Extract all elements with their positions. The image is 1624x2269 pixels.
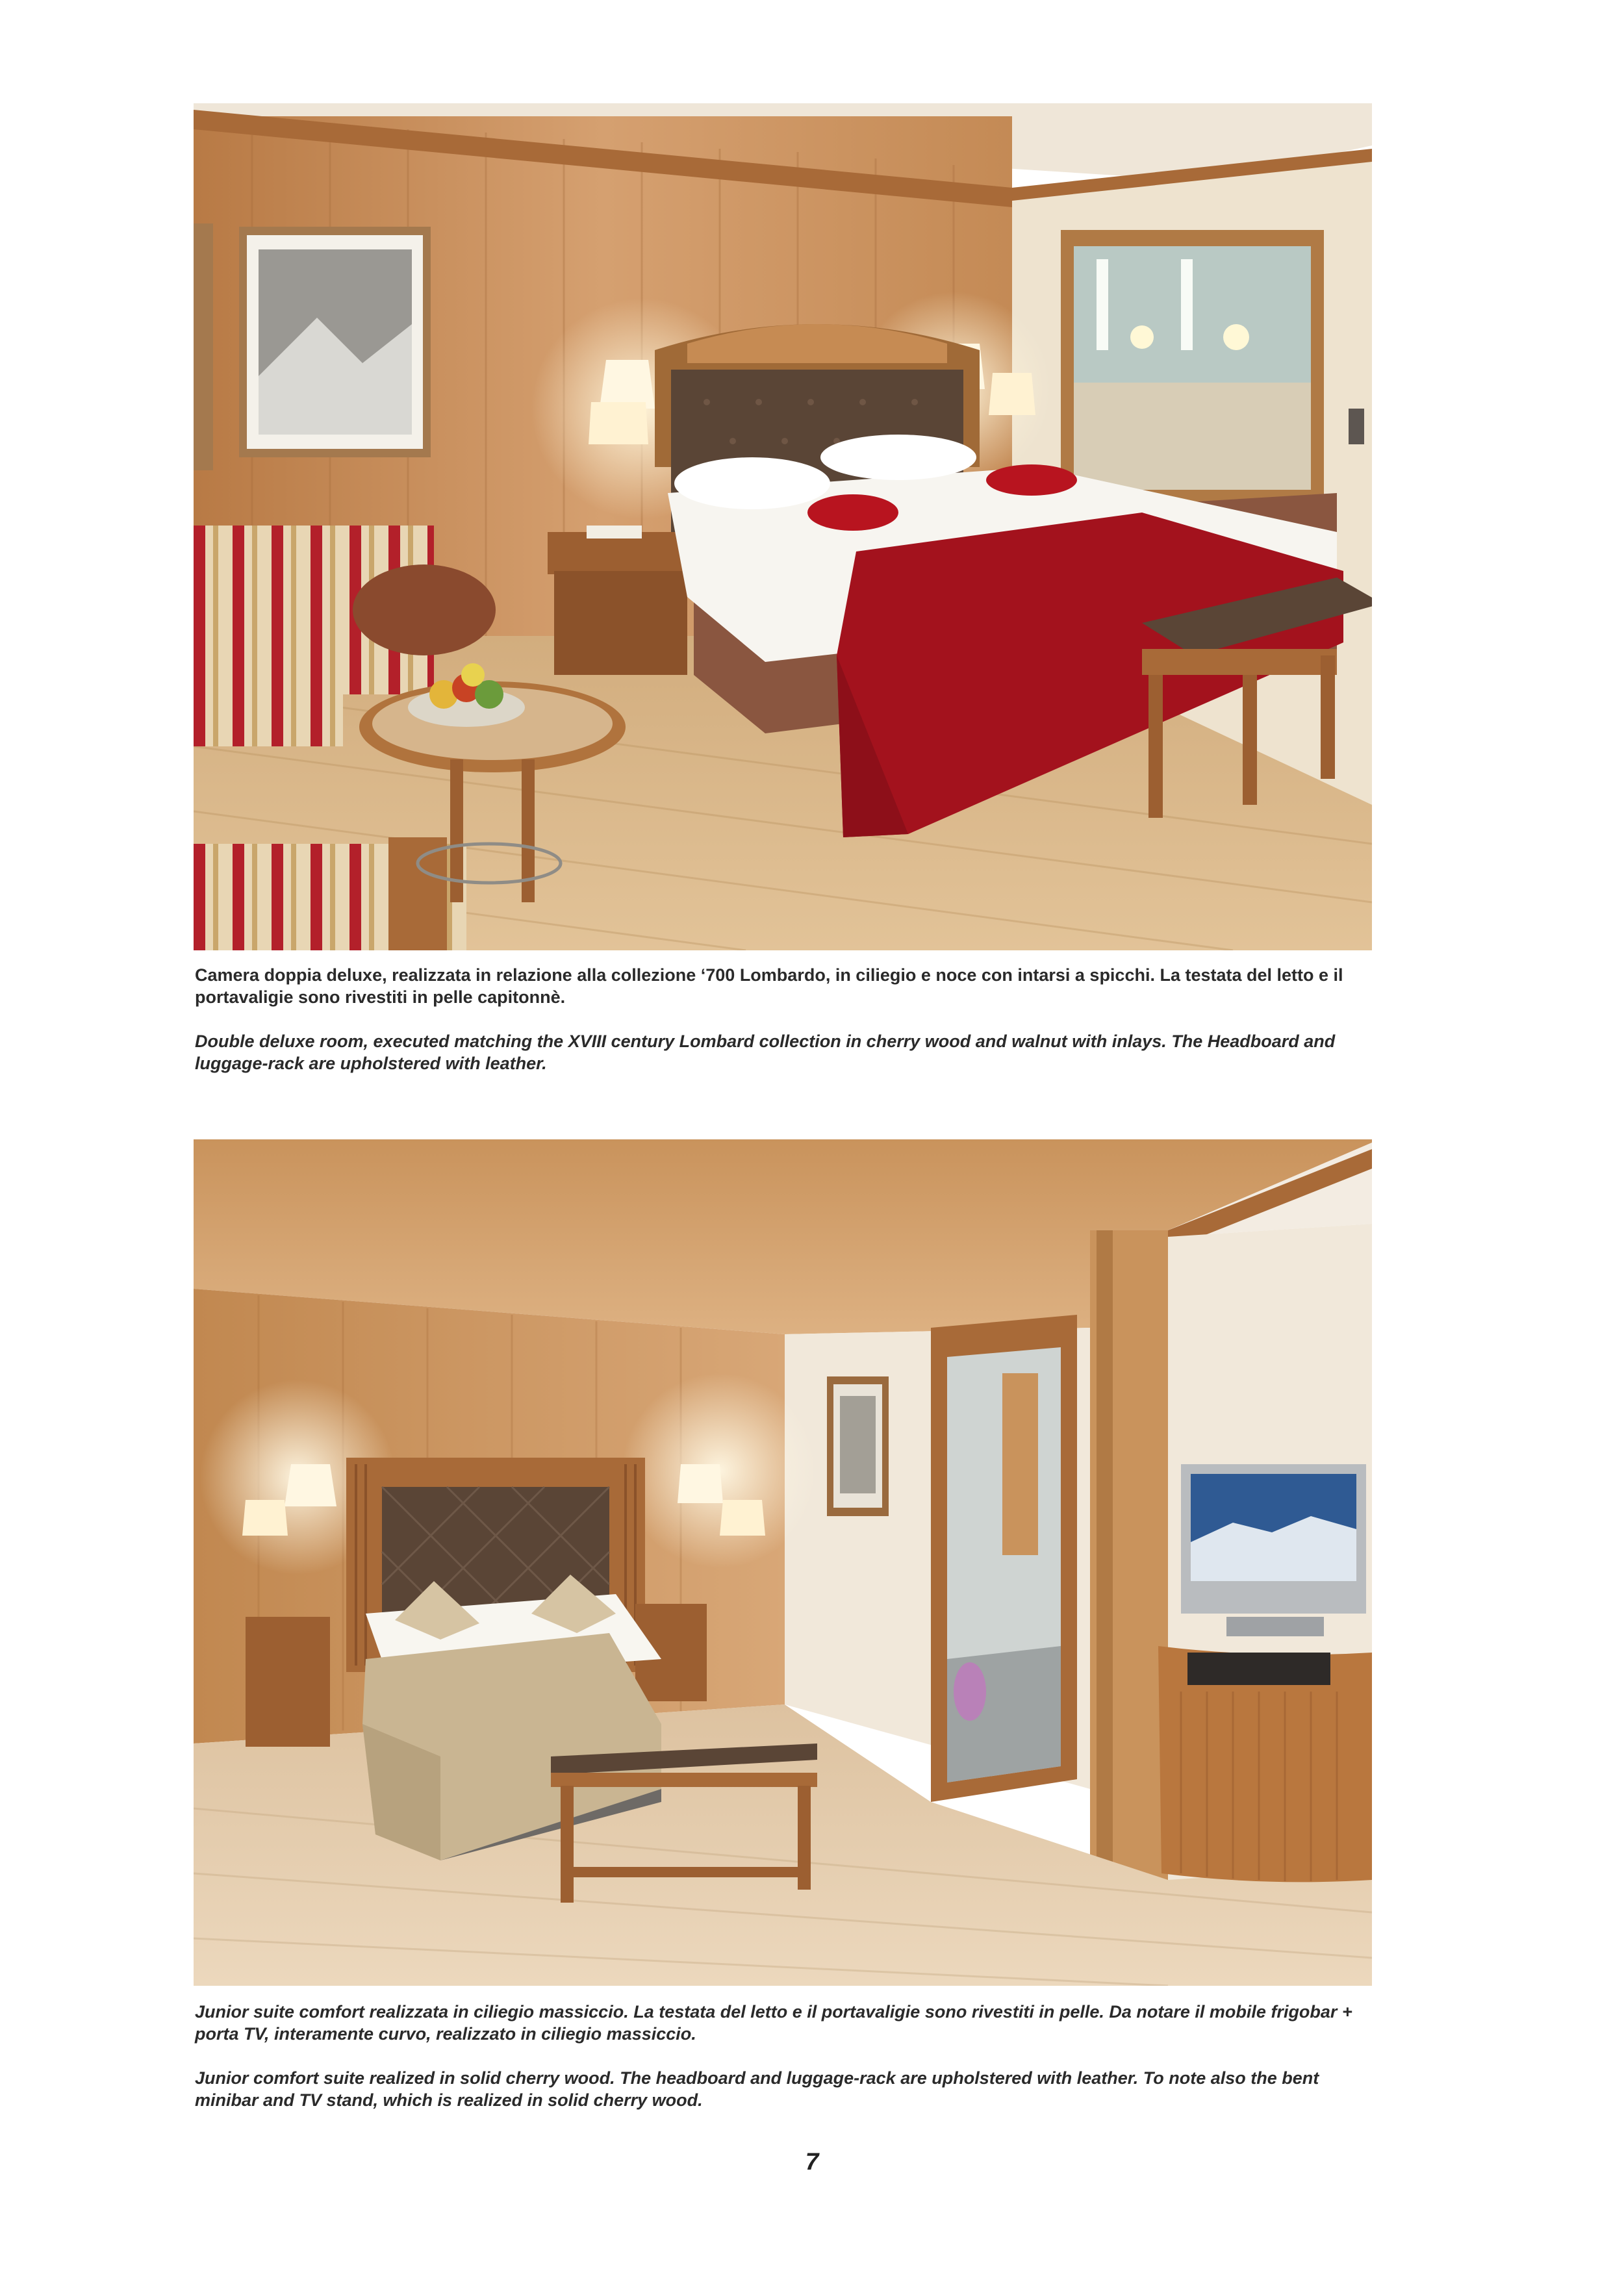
caption-italian: Camera doppia deluxe, realizzata in relazione alla collezione ‘700 Lombardo, in ciliegio e noce con intarsi a spicchi. La testata del letto e il portavaligie sono rivestiti in pelle capitonnè.	[195, 965, 1343, 1007]
photo-deluxe-room	[194, 103, 1372, 950]
photo-junior-suite	[194, 1139, 1372, 1986]
caption-junior-suite	[195, 2001, 1374, 2111]
page-number: 7	[805, 2148, 819, 2175]
caption-english: Junior comfort suite realized in solid cherry wood. The headboard and luggage-rack are upholstered with leather. To note also the bent minibar and TV stand, which is realized in solid cherry wood.	[195, 2068, 1319, 2110]
caption-italian: Junior suite comfort realizzata in ciliegio massiccio. La testata del letto e il portavaligie sono rivestiti in pelle. Da notare il mobile frigobar + porta TV, interamente curvo, realizzato in ciliegio massiccio.	[195, 2002, 1352, 2044]
caption-english: Double deluxe room, executed matching the XVIII century Lombard collection in cherry wood and walnut with inlays. The Headboard and luggage-rack are upholstered with leather.	[195, 1032, 1336, 1073]
caption-deluxe-room	[195, 964, 1374, 1074]
